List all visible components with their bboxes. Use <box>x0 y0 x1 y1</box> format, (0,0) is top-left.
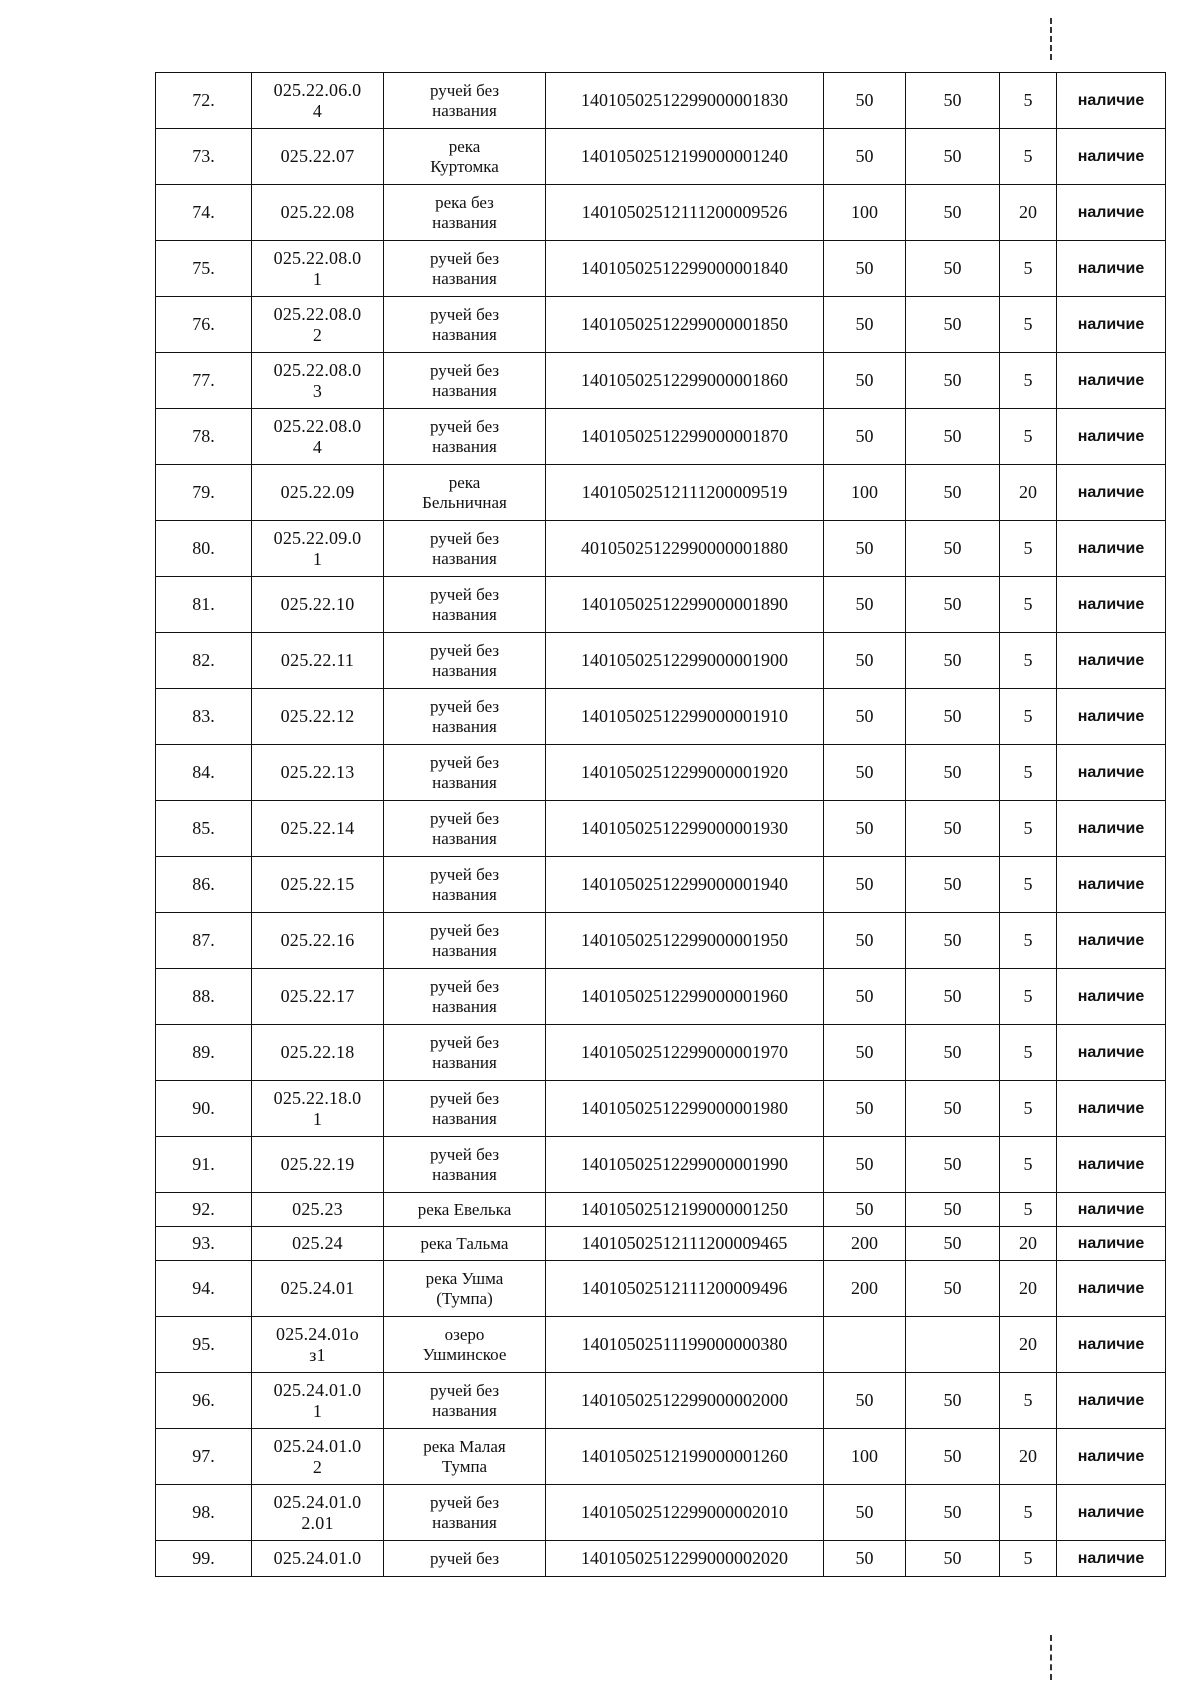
object-code: 025.22.08.0 2 <box>252 297 384 353</box>
status-cell: наличие <box>1057 801 1166 857</box>
object-code: 025.24.01.0 <box>252 1541 384 1577</box>
registry-id: 14010502512111200009496 <box>546 1261 824 1317</box>
object-code: 025.22.09.0 1 <box>252 521 384 577</box>
value-col-3: 5 <box>1000 241 1057 297</box>
status-cell: наличие <box>1057 1373 1166 1429</box>
object-name: ручей без названия <box>384 689 546 745</box>
value-col-3: 5 <box>1000 689 1057 745</box>
row-number: 96. <box>156 1373 252 1429</box>
object-name: ручей без названия <box>384 801 546 857</box>
cut-mark-top <box>1050 18 1052 60</box>
status-cell: наличие <box>1057 409 1166 465</box>
object-code: 025.24.01.0 1 <box>252 1373 384 1429</box>
registry-id: 14010502512299000001900 <box>546 633 824 689</box>
row-number: 76. <box>156 297 252 353</box>
table-row <box>156 633 1166 689</box>
object-code: 025.22.10 <box>252 577 384 633</box>
row-number: 84. <box>156 745 252 801</box>
value-col-2: 50 <box>906 1261 1000 1317</box>
registry-id: 14010502512299000001940 <box>546 857 824 913</box>
object-code: 025.22.08.0 4 <box>252 409 384 465</box>
status-cell: наличие <box>1057 857 1166 913</box>
row-number: 81. <box>156 577 252 633</box>
registry-id: 14010502512299000001950 <box>546 913 824 969</box>
object-name: ручей без названия <box>384 353 546 409</box>
value-col-2: 50 <box>906 857 1000 913</box>
object-code: 025.24 <box>252 1227 384 1261</box>
registry-id: 14010502512299000001860 <box>546 353 824 409</box>
object-name: река Тальма <box>384 1227 546 1261</box>
value-col-1: 50 <box>824 297 906 353</box>
object-name: ручей без <box>384 1541 546 1577</box>
registry-id: 14010502512299000002000 <box>546 1373 824 1429</box>
status-cell: наличие <box>1057 913 1166 969</box>
status-cell: наличие <box>1057 1485 1166 1541</box>
status-cell: наличие <box>1057 521 1166 577</box>
status-cell: наличие <box>1057 185 1166 241</box>
object-name: ручей без названия <box>384 633 546 689</box>
value-col-1: 50 <box>824 1373 906 1429</box>
registry-id: 14010502512199000001250 <box>546 1193 824 1227</box>
value-col-1: 50 <box>824 241 906 297</box>
value-col-3: 5 <box>1000 1137 1057 1193</box>
value-col-3: 5 <box>1000 857 1057 913</box>
registry-id: 14010502512111200009519 <box>546 465 824 521</box>
registry-id: 14010502512299000001850 <box>546 297 824 353</box>
status-cell: наличие <box>1057 465 1166 521</box>
registry-id: 14010502512299000002020 <box>546 1541 824 1577</box>
table-row <box>156 1137 1166 1193</box>
value-col-3: 5 <box>1000 969 1057 1025</box>
value-col-2: 50 <box>906 1541 1000 1577</box>
status-cell: наличие <box>1057 689 1166 745</box>
table-row <box>156 969 1166 1025</box>
value-col-1: 50 <box>824 1541 906 1577</box>
registry-id: 14010502512111200009465 <box>546 1227 824 1261</box>
value-col-3: 5 <box>1000 1193 1057 1227</box>
registry-id: 14010502512299000001990 <box>546 1137 824 1193</box>
value-col-3: 5 <box>1000 745 1057 801</box>
row-number: 88. <box>156 969 252 1025</box>
value-col-2: 50 <box>906 633 1000 689</box>
value-col-3: 20 <box>1000 1317 1057 1373</box>
object-code: 025.22.13 <box>252 745 384 801</box>
object-name: ручей без названия <box>384 857 546 913</box>
object-name: ручей без названия <box>384 577 546 633</box>
table-row <box>156 129 1166 185</box>
status-cell: наличие <box>1057 633 1166 689</box>
value-col-1: 50 <box>824 1081 906 1137</box>
value-col-2: 50 <box>906 1193 1000 1227</box>
value-col-2: 50 <box>906 1227 1000 1261</box>
value-col-1: 50 <box>824 857 906 913</box>
object-name: озеро Ушминское <box>384 1317 546 1373</box>
value-col-2: 50 <box>906 465 1000 521</box>
table-row <box>156 1541 1166 1577</box>
table-row <box>156 1485 1166 1541</box>
status-cell: наличие <box>1057 73 1166 129</box>
row-number: 90. <box>156 1081 252 1137</box>
object-name: река Евелька <box>384 1193 546 1227</box>
value-col-3: 5 <box>1000 633 1057 689</box>
status-cell: наличие <box>1057 969 1166 1025</box>
row-number: 78. <box>156 409 252 465</box>
value-col-2: 50 <box>906 241 1000 297</box>
table-row <box>156 185 1166 241</box>
object-code: 025.22.07 <box>252 129 384 185</box>
row-number: 86. <box>156 857 252 913</box>
table-row <box>156 521 1166 577</box>
object-code: 025.22.06.0 4 <box>252 73 384 129</box>
status-cell: наличие <box>1057 577 1166 633</box>
registry-id: 14010502511199000000380 <box>546 1317 824 1373</box>
row-number: 74. <box>156 185 252 241</box>
status-cell: наличие <box>1057 1193 1166 1227</box>
table-row <box>156 801 1166 857</box>
table-row <box>156 1429 1166 1485</box>
value-col-3: 20 <box>1000 1227 1057 1261</box>
status-cell: наличие <box>1057 241 1166 297</box>
table-row <box>156 409 1166 465</box>
table-row <box>156 1261 1166 1317</box>
registry-id: 14010502512299000002010 <box>546 1485 824 1541</box>
value-col-3: 5 <box>1000 577 1057 633</box>
value-col-2: 50 <box>906 801 1000 857</box>
value-col-2: 50 <box>906 409 1000 465</box>
object-name: ручей без названия <box>384 1081 546 1137</box>
value-col-1: 50 <box>824 1025 906 1081</box>
value-col-1: 50 <box>824 801 906 857</box>
object-name: ручей без названия <box>384 409 546 465</box>
status-cell: наличие <box>1057 1541 1166 1577</box>
object-name: ручей без названия <box>384 241 546 297</box>
status-cell: наличие <box>1057 129 1166 185</box>
object-name: река Ушма (Тумпа) <box>384 1261 546 1317</box>
value-col-3: 5 <box>1000 73 1057 129</box>
object-code: 025.24.01.0 2 <box>252 1429 384 1485</box>
value-col-1: 100 <box>824 465 906 521</box>
row-number: 87. <box>156 913 252 969</box>
table-row <box>156 73 1166 129</box>
object-name: ручей без названия <box>384 1025 546 1081</box>
value-col-1: 200 <box>824 1261 906 1317</box>
table-row <box>156 857 1166 913</box>
row-number: 77. <box>156 353 252 409</box>
value-col-1: 50 <box>824 689 906 745</box>
registry-id: 14010502512299000001830 <box>546 73 824 129</box>
object-name: река Малая Тумпа <box>384 1429 546 1485</box>
value-col-2: 50 <box>906 969 1000 1025</box>
status-cell: наличие <box>1057 1429 1166 1485</box>
value-col-1: 50 <box>824 745 906 801</box>
object-code: 025.24.01о з1 <box>252 1317 384 1373</box>
object-code: 025.22.15 <box>252 857 384 913</box>
value-col-1: 50 <box>824 913 906 969</box>
object-name: ручей без названия <box>384 745 546 801</box>
status-cell: наличие <box>1057 1025 1166 1081</box>
value-col-3: 5 <box>1000 1081 1057 1137</box>
value-col-3: 20 <box>1000 1261 1057 1317</box>
table-row <box>156 1081 1166 1137</box>
value-col-3: 5 <box>1000 1373 1057 1429</box>
table-row <box>156 465 1166 521</box>
row-number: 92. <box>156 1193 252 1227</box>
row-number: 99. <box>156 1541 252 1577</box>
registry-id: 14010502512299000001890 <box>546 577 824 633</box>
value-col-2 <box>906 1317 1000 1373</box>
value-col-1: 50 <box>824 129 906 185</box>
value-col-3: 5 <box>1000 521 1057 577</box>
registry-id: 14010502512199000001240 <box>546 129 824 185</box>
object-code: 025.22.12 <box>252 689 384 745</box>
value-col-1: 100 <box>824 185 906 241</box>
registry-id: 14010502512299000001910 <box>546 689 824 745</box>
status-cell: наличие <box>1057 353 1166 409</box>
value-col-1 <box>824 1317 906 1373</box>
table-row <box>156 1373 1166 1429</box>
object-name: река Куртомка <box>384 129 546 185</box>
value-col-1: 50 <box>824 577 906 633</box>
value-col-3: 5 <box>1000 297 1057 353</box>
value-col-1: 50 <box>824 1193 906 1227</box>
table-row <box>156 913 1166 969</box>
registry-id: 14010502512299000001960 <box>546 969 824 1025</box>
row-number: 73. <box>156 129 252 185</box>
row-number: 93. <box>156 1227 252 1261</box>
object-code: 025.22.18.0 1 <box>252 1081 384 1137</box>
object-code: 025.22.16 <box>252 913 384 969</box>
row-number: 95. <box>156 1317 252 1373</box>
object-code: 025.22.08.0 3 <box>252 353 384 409</box>
value-col-2: 50 <box>906 73 1000 129</box>
status-cell: наличие <box>1057 1261 1166 1317</box>
status-cell: наличие <box>1057 297 1166 353</box>
registry-id: 14010502512299000001970 <box>546 1025 824 1081</box>
value-col-2: 50 <box>906 913 1000 969</box>
value-col-1: 50 <box>824 73 906 129</box>
object-name: ручей без названия <box>384 969 546 1025</box>
value-col-3: 20 <box>1000 185 1057 241</box>
row-number: 80. <box>156 521 252 577</box>
status-cell: наличие <box>1057 1137 1166 1193</box>
cut-mark-bottom <box>1050 1635 1052 1680</box>
row-number: 83. <box>156 689 252 745</box>
object-code: 025.22.09 <box>252 465 384 521</box>
value-col-2: 50 <box>906 1429 1000 1485</box>
row-number: 98. <box>156 1485 252 1541</box>
object-name: ручей без названия <box>384 913 546 969</box>
value-col-1: 50 <box>824 633 906 689</box>
row-number: 75. <box>156 241 252 297</box>
status-cell: наличие <box>1057 1081 1166 1137</box>
object-name: река Бельничная <box>384 465 546 521</box>
object-code: 025.22.11 <box>252 633 384 689</box>
object-name: река без названия <box>384 185 546 241</box>
value-col-1: 50 <box>824 1485 906 1541</box>
object-name: ручей без названия <box>384 521 546 577</box>
object-code: 025.22.18 <box>252 1025 384 1081</box>
table-row <box>156 689 1166 745</box>
value-col-3: 5 <box>1000 1485 1057 1541</box>
object-code: 025.24.01.0 2.01 <box>252 1485 384 1541</box>
value-col-2: 50 <box>906 1081 1000 1137</box>
table-row <box>156 745 1166 801</box>
value-col-2: 50 <box>906 185 1000 241</box>
registry-id: 14010502512299000001930 <box>546 801 824 857</box>
value-col-1: 200 <box>824 1227 906 1261</box>
object-name: ручей без названия <box>384 73 546 129</box>
registry-id: 14010502512299000001920 <box>546 745 824 801</box>
value-col-2: 50 <box>906 577 1000 633</box>
registry-id: 14010502512299000001840 <box>546 241 824 297</box>
value-col-3: 5 <box>1000 129 1057 185</box>
object-code: 025.22.17 <box>252 969 384 1025</box>
value-col-2: 50 <box>906 689 1000 745</box>
registry-id: 14010502512199000001260 <box>546 1429 824 1485</box>
object-code: 025.22.14 <box>252 801 384 857</box>
row-number: 79. <box>156 465 252 521</box>
row-number: 91. <box>156 1137 252 1193</box>
row-number: 82. <box>156 633 252 689</box>
value-col-3: 5 <box>1000 1025 1057 1081</box>
row-number: 94. <box>156 1261 252 1317</box>
value-col-2: 50 <box>906 1485 1000 1541</box>
table-row <box>156 577 1166 633</box>
object-code: 025.24.01 <box>252 1261 384 1317</box>
value-col-3: 5 <box>1000 801 1057 857</box>
table-body <box>156 73 1166 1577</box>
value-col-3: 5 <box>1000 1541 1057 1577</box>
value-col-2: 50 <box>906 521 1000 577</box>
table-row <box>156 353 1166 409</box>
status-cell: наличие <box>1057 1227 1166 1261</box>
object-name: ручей без названия <box>384 1137 546 1193</box>
table-row <box>156 1227 1166 1261</box>
value-col-1: 50 <box>824 521 906 577</box>
value-col-1: 100 <box>824 1429 906 1485</box>
registry-id: 14010502512299000001980 <box>546 1081 824 1137</box>
table-row <box>156 297 1166 353</box>
water-objects-table <box>155 72 1166 1577</box>
row-number: 72. <box>156 73 252 129</box>
registry-id: 40105025122990000001880 <box>546 521 824 577</box>
value-col-2: 50 <box>906 129 1000 185</box>
value-col-2: 50 <box>906 353 1000 409</box>
value-col-2: 50 <box>906 1137 1000 1193</box>
table-row <box>156 241 1166 297</box>
object-name: ручей без названия <box>384 1373 546 1429</box>
table-row <box>156 1025 1166 1081</box>
object-code: 025.22.08.0 1 <box>252 241 384 297</box>
value-col-2: 50 <box>906 1373 1000 1429</box>
value-col-3: 5 <box>1000 353 1057 409</box>
value-col-3: 20 <box>1000 465 1057 521</box>
value-col-1: 50 <box>824 969 906 1025</box>
row-number: 89. <box>156 1025 252 1081</box>
row-number: 97. <box>156 1429 252 1485</box>
value-col-1: 50 <box>824 1137 906 1193</box>
value-col-2: 50 <box>906 745 1000 801</box>
value-col-2: 50 <box>906 1025 1000 1081</box>
status-cell: наличие <box>1057 1317 1166 1373</box>
value-col-1: 50 <box>824 409 906 465</box>
value-col-1: 50 <box>824 353 906 409</box>
object-name: ручей без названия <box>384 297 546 353</box>
object-code: 025.22.19 <box>252 1137 384 1193</box>
table-row <box>156 1317 1166 1373</box>
object-code: 025.22.08 <box>252 185 384 241</box>
status-cell: наличие <box>1057 745 1166 801</box>
value-col-2: 50 <box>906 297 1000 353</box>
registry-id: 14010502512111200009526 <box>546 185 824 241</box>
registry-id: 14010502512299000001870 <box>546 409 824 465</box>
value-col-3: 5 <box>1000 409 1057 465</box>
value-col-3: 5 <box>1000 913 1057 969</box>
table-row <box>156 1193 1166 1227</box>
object-name: ручей без названия <box>384 1485 546 1541</box>
row-number: 85. <box>156 801 252 857</box>
object-code: 025.23 <box>252 1193 384 1227</box>
value-col-3: 20 <box>1000 1429 1057 1485</box>
